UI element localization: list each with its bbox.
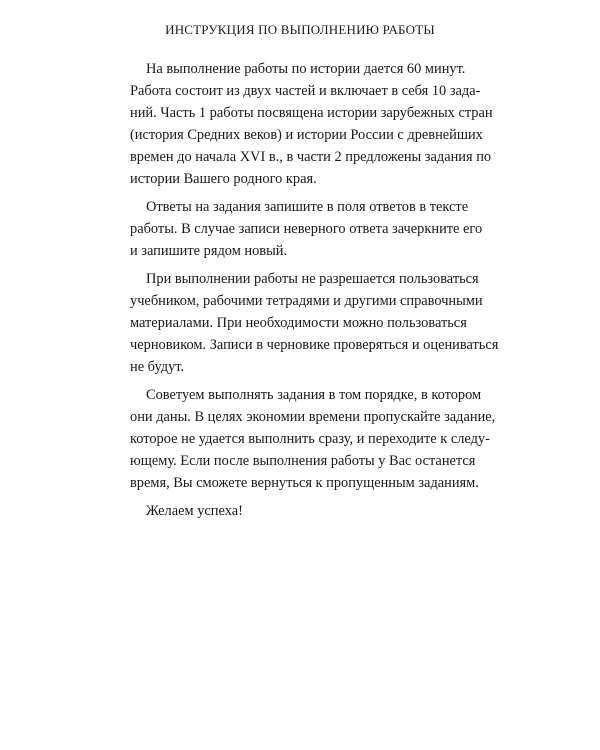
text-line: и запишите рядом новый. <box>130 243 288 259</box>
paragraph-3 <box>130 268 499 378</box>
text-line: которое не удается выполнить сразу, и переходите к следу- <box>130 431 490 447</box>
page-title: ИНСТРУКЦИЯ ПО ВЫПОЛНЕНИЮ РАБОТЫ <box>165 22 435 37</box>
text-line: работы. В случае записи неверного ответа зачеркните его <box>130 221 483 237</box>
text-line: учебником, рабочими тетрадями и другими справочными <box>130 293 483 309</box>
text-line: ний. Часть 1 работы посвящена истории зарубежных стран <box>130 105 493 121</box>
text-line: время, Вы сможете вернуться к пропущенным заданиям. <box>130 475 479 491</box>
text-line: времен до начала XVI в., в части 2 предложены задания по <box>130 149 492 165</box>
text-line: они даны. В целях экономии времени пропускайте задание, <box>130 409 496 425</box>
text-line: Работа состоит из двух частей и включает в себя 10 зада- <box>130 83 481 99</box>
text-line: материалами. При необходимости можно пользоваться <box>130 315 467 331</box>
text-line: На выполнение работы по истории дается 60 минут. <box>146 61 466 77</box>
closing-line: Желаем успеха! <box>146 503 243 519</box>
text-line: При выполнении работы не разрешается пользоваться <box>146 271 479 287</box>
text-line: Ответы на задания запишите в поля ответов в тексте <box>146 199 469 215</box>
text-line: Советуем выполнять задания в том порядке, в котором <box>146 387 482 403</box>
text-line: ющему. Если после выполнения работы у Вас останется <box>130 453 476 469</box>
text-line: (история Средних веков) и истории России с древнейших <box>130 127 483 143</box>
paragraph-2 <box>130 196 485 262</box>
text-line: не будут. <box>130 359 185 375</box>
text-line: черновиком. Записи в черновике проверяться и оцениваться <box>130 337 499 353</box>
paragraph-1 <box>130 58 493 190</box>
instruction-body <box>130 58 499 528</box>
text-line: истории Вашего родного края. <box>130 171 317 187</box>
paragraph-4 <box>130 384 496 494</box>
